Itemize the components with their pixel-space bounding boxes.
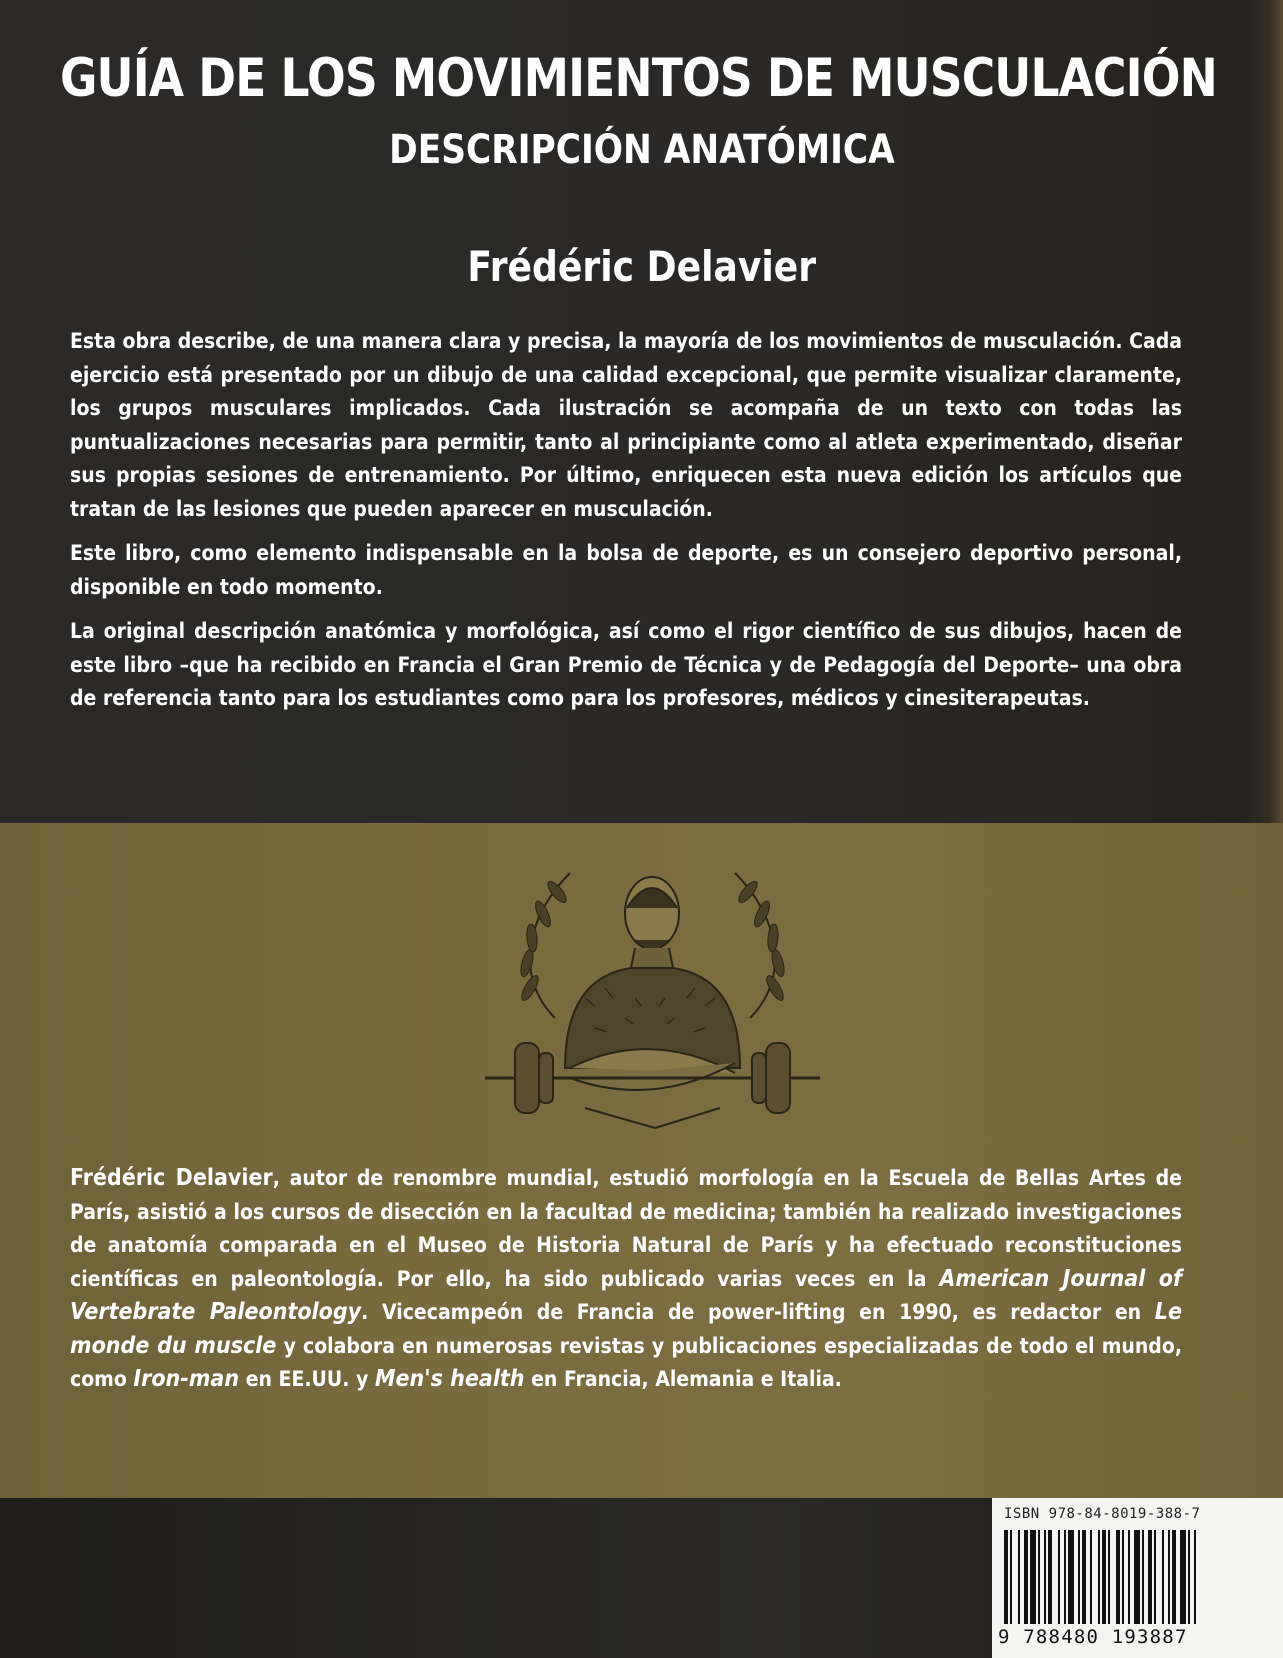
bio-author-name: Frédéric Delavier xyxy=(70,1165,273,1191)
description-paragraph-1: Esta obra describe, de una manera clara y precisa, la mayoría de los movimientos de musculación. Cada ejercicio está presentado por un dibujo de una calidad excepcional, que permite visualizar claramente, los grupos musculares implicados. Cada ilustración se acompaña de un texto con todas las puntualizaciones necesarias para permitir, tanto al principiante como al atleta experimentado, diseñar sus propias sesiones de entrenamiento. Por último, enriquecen esta nueva edición los artículos que tratan de las lesiones que pueden aparecer en musculación. xyxy=(70,329,1182,521)
barcode-bar xyxy=(1142,1530,1144,1624)
barcode-bar xyxy=(1004,1530,1008,1624)
bio-magazine-1: Le monde du muscle xyxy=(70,1299,1183,1359)
barcode-bar xyxy=(1102,1530,1106,1624)
description-paragraph-2: Este libro, como elemento indispensable en la bolsa de deporte, es un consejero deportivo personal, disponible en todo momento. xyxy=(70,541,1182,599)
barcode-bar xyxy=(1116,1530,1120,1624)
barcode-bar xyxy=(1122,1530,1124,1624)
book-title: GUÍA DE LOS MOVIMIENTOS DE MUSCULACIÓN xyxy=(60,48,1217,109)
barcode-bar xyxy=(1044,1530,1046,1624)
barcode-bar xyxy=(1082,1530,1086,1624)
barcode-bar xyxy=(1134,1530,1140,1624)
barcode-bar xyxy=(1148,1530,1152,1624)
barcode-bar xyxy=(1168,1530,1170,1624)
barcode-bar xyxy=(1048,1530,1052,1624)
barcode-bar xyxy=(1090,1530,1092,1624)
barcode-bars xyxy=(1004,1530,1274,1624)
description xyxy=(70,325,1182,727)
barcode-digits: 9 788480 193887 xyxy=(998,1626,1188,1648)
book-subtitle xyxy=(0,127,1283,173)
barcode-bar xyxy=(1010,1530,1012,1624)
barcode-bar xyxy=(1064,1530,1066,1624)
bio-magazine-2: Iron-man xyxy=(133,1366,240,1392)
barcode-bar xyxy=(1024,1530,1028,1624)
barcode-bar xyxy=(1172,1530,1176,1624)
bio-text-4: en EE.UU. y xyxy=(239,1367,375,1391)
barcode-bar xyxy=(1154,1530,1156,1624)
barcode-bar xyxy=(1078,1530,1080,1624)
bio-magazine-3: Men's health xyxy=(374,1366,525,1392)
bio-text-1: , autor de renombre mundial, estudió morfología en la Escuela de Bellas Artes de París, asistió a los cursos de disección en la facultad de medicina; también ha realizado investigaciones de anatomía comparada en el Museo de Historia Natural de París y ha efectuado reconstituciones científicas en paleontología. Por ello, ha sido publicado varias veces en la xyxy=(70,1166,1182,1291)
barcode-bar xyxy=(1098,1530,1100,1624)
barcode-bar xyxy=(1058,1530,1060,1624)
bio-text-2: . Vicecampeón de Francia de power-lifting en 1990, es redactor en xyxy=(361,1300,1155,1324)
barcode-bar xyxy=(1068,1530,1074,1624)
isbn-label: ISBN 978-84-8019-388-7 xyxy=(1004,1506,1201,1522)
barcode-bar xyxy=(1128,1530,1130,1624)
barcode-bar xyxy=(1038,1530,1040,1624)
barcode-bar xyxy=(1188,1530,1190,1624)
barcode-bar xyxy=(1194,1530,1196,1624)
bio-text-5: en Francia, Alemania e Italia. xyxy=(524,1367,842,1391)
barcode-bar xyxy=(1162,1530,1164,1624)
barcode-bar xyxy=(1018,1530,1020,1624)
description-paragraph-3: La original descripción anatómica y morfológica, así como el rigor científico de sus dibujos, hacen de este libro –que ha recibido en Francia el Gran Premio de Técnica y de Pedagogía del Deporte– una obra de referencia tanto para los estudiantes como para los profesores, médicos y cinesiterapeutas. xyxy=(70,619,1182,710)
isbn-barcode xyxy=(992,1498,1283,1658)
author-name-text: Frédéric Delavier xyxy=(467,242,816,291)
barcode-bar xyxy=(1030,1530,1036,1624)
barcode-bar xyxy=(1108,1530,1110,1624)
bio-journal: American Journal of Vertebrate Paleontology xyxy=(70,1265,1182,1325)
barcode-bar xyxy=(1180,1530,1186,1624)
author-portrait-icon xyxy=(485,868,820,1138)
author-name xyxy=(0,242,1283,291)
book-subtitle-text: DESCRIPCIÓN ANATÓMICA xyxy=(388,127,895,173)
author-bio xyxy=(70,1162,1182,1397)
bio-text-3: y colabora en numerosas revistas y publicaciones especializadas de todo el mundo, como xyxy=(70,1333,1182,1391)
